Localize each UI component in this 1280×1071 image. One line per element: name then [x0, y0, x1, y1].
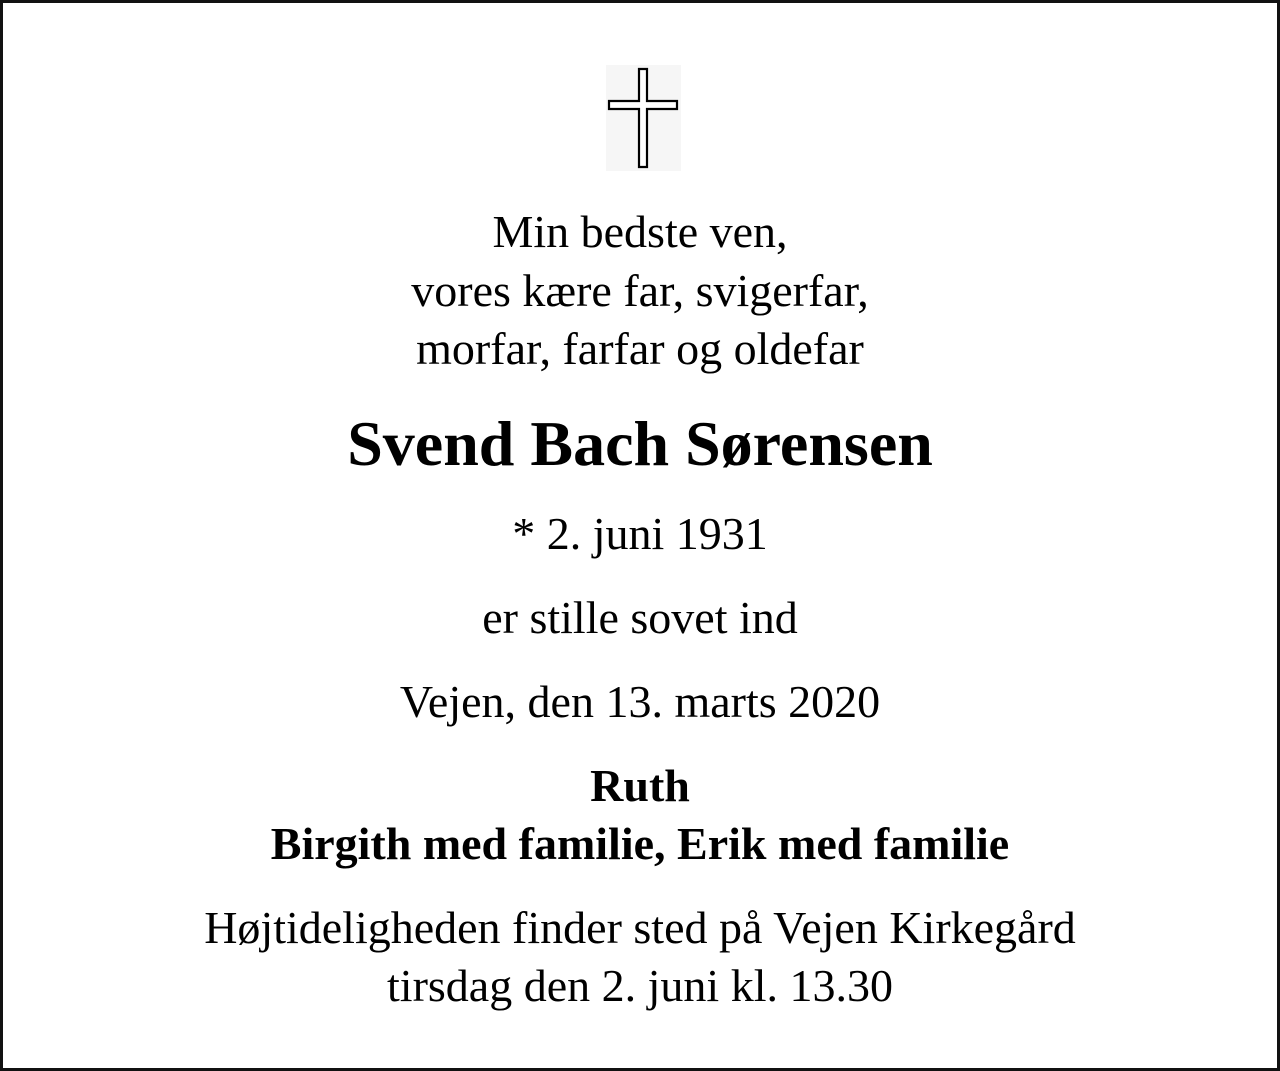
- intro-line-3: morfar, farfar og oldefar: [416, 323, 864, 374]
- mourner-line-2: Birgith med familie, Erik med familie: [270, 818, 1010, 869]
- birth-date: * 2. juni 1931: [512, 508, 768, 559]
- intro-line-1: Min bedste ven,: [492, 206, 788, 257]
- mourner-line-1: Ruth: [590, 760, 690, 811]
- place-and-date: Vejen, den 13. marts 2020: [399, 676, 881, 727]
- ceremony-line-2: tirsdag den 2. juni kl. 13.30: [387, 960, 893, 1011]
- deceased-name: Svend Bach Sørensen: [347, 408, 933, 479]
- ceremony-line-1: Højtideligheden finder sted på Vejen Kirkegård: [204, 902, 1076, 953]
- cross-icon: [606, 65, 681, 171]
- intro-line-2: vores kære far, svigerfar,: [411, 265, 869, 316]
- passing-message: er stille sovet ind: [482, 592, 798, 643]
